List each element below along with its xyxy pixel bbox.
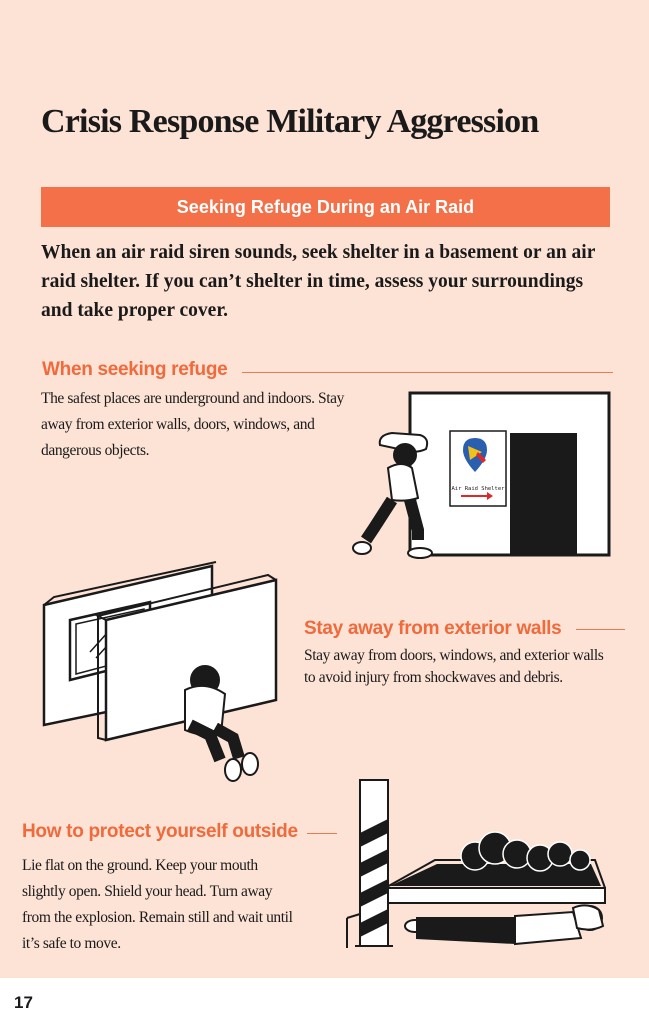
outside-illustration — [345, 778, 625, 958]
heading-seeking-refuge: When seeking refuge — [42, 359, 228, 380]
heading-rule — [307, 833, 337, 834]
section-banner: Seeking Refuge During an Air Raid — [41, 187, 610, 227]
lying-person-icon — [405, 905, 603, 944]
heading-rule — [242, 372, 613, 373]
heading-rule — [576, 629, 625, 630]
heading-exterior-walls: Stay away from exterior walls — [304, 618, 562, 639]
page-title: Crisis Response Military Aggression — [41, 103, 539, 140]
body-exterior-walls: Stay away from doors, windows, and exterior walls to avoid injury from shockwaves and debris. — [304, 647, 604, 686]
body-protect-outside: Lie flat on the ground. Keep your mouth slightly open. Shield your head. Turn away from the explosion. Remain still and wait until it’s safe to move. — [22, 857, 293, 952]
pole-icon — [355, 780, 393, 946]
shelter-illustration — [340, 390, 615, 565]
wall-illustration — [40, 560, 280, 795]
body-seeking-refuge: The safest places are underground and indoors. Stay away from exterior walls, doors, windows, and dangerous objects. — [41, 390, 344, 459]
bush-icon — [461, 832, 590, 871]
svg-text:Air Raid Shelter: Air Raid Shelter — [451, 486, 505, 492]
shelter-doorway — [510, 433, 577, 555]
shelter-sign-icon — [450, 431, 506, 506]
page-number: 17 — [14, 993, 33, 1012]
heading-protect-outside: How to protect yourself outside — [22, 821, 298, 842]
intro-paragraph: When an air raid siren sounds, seek shelter in a basement or an air raid shelter. If you can’t shelter in time, assess your surroundings and take proper cover. — [41, 242, 596, 321]
